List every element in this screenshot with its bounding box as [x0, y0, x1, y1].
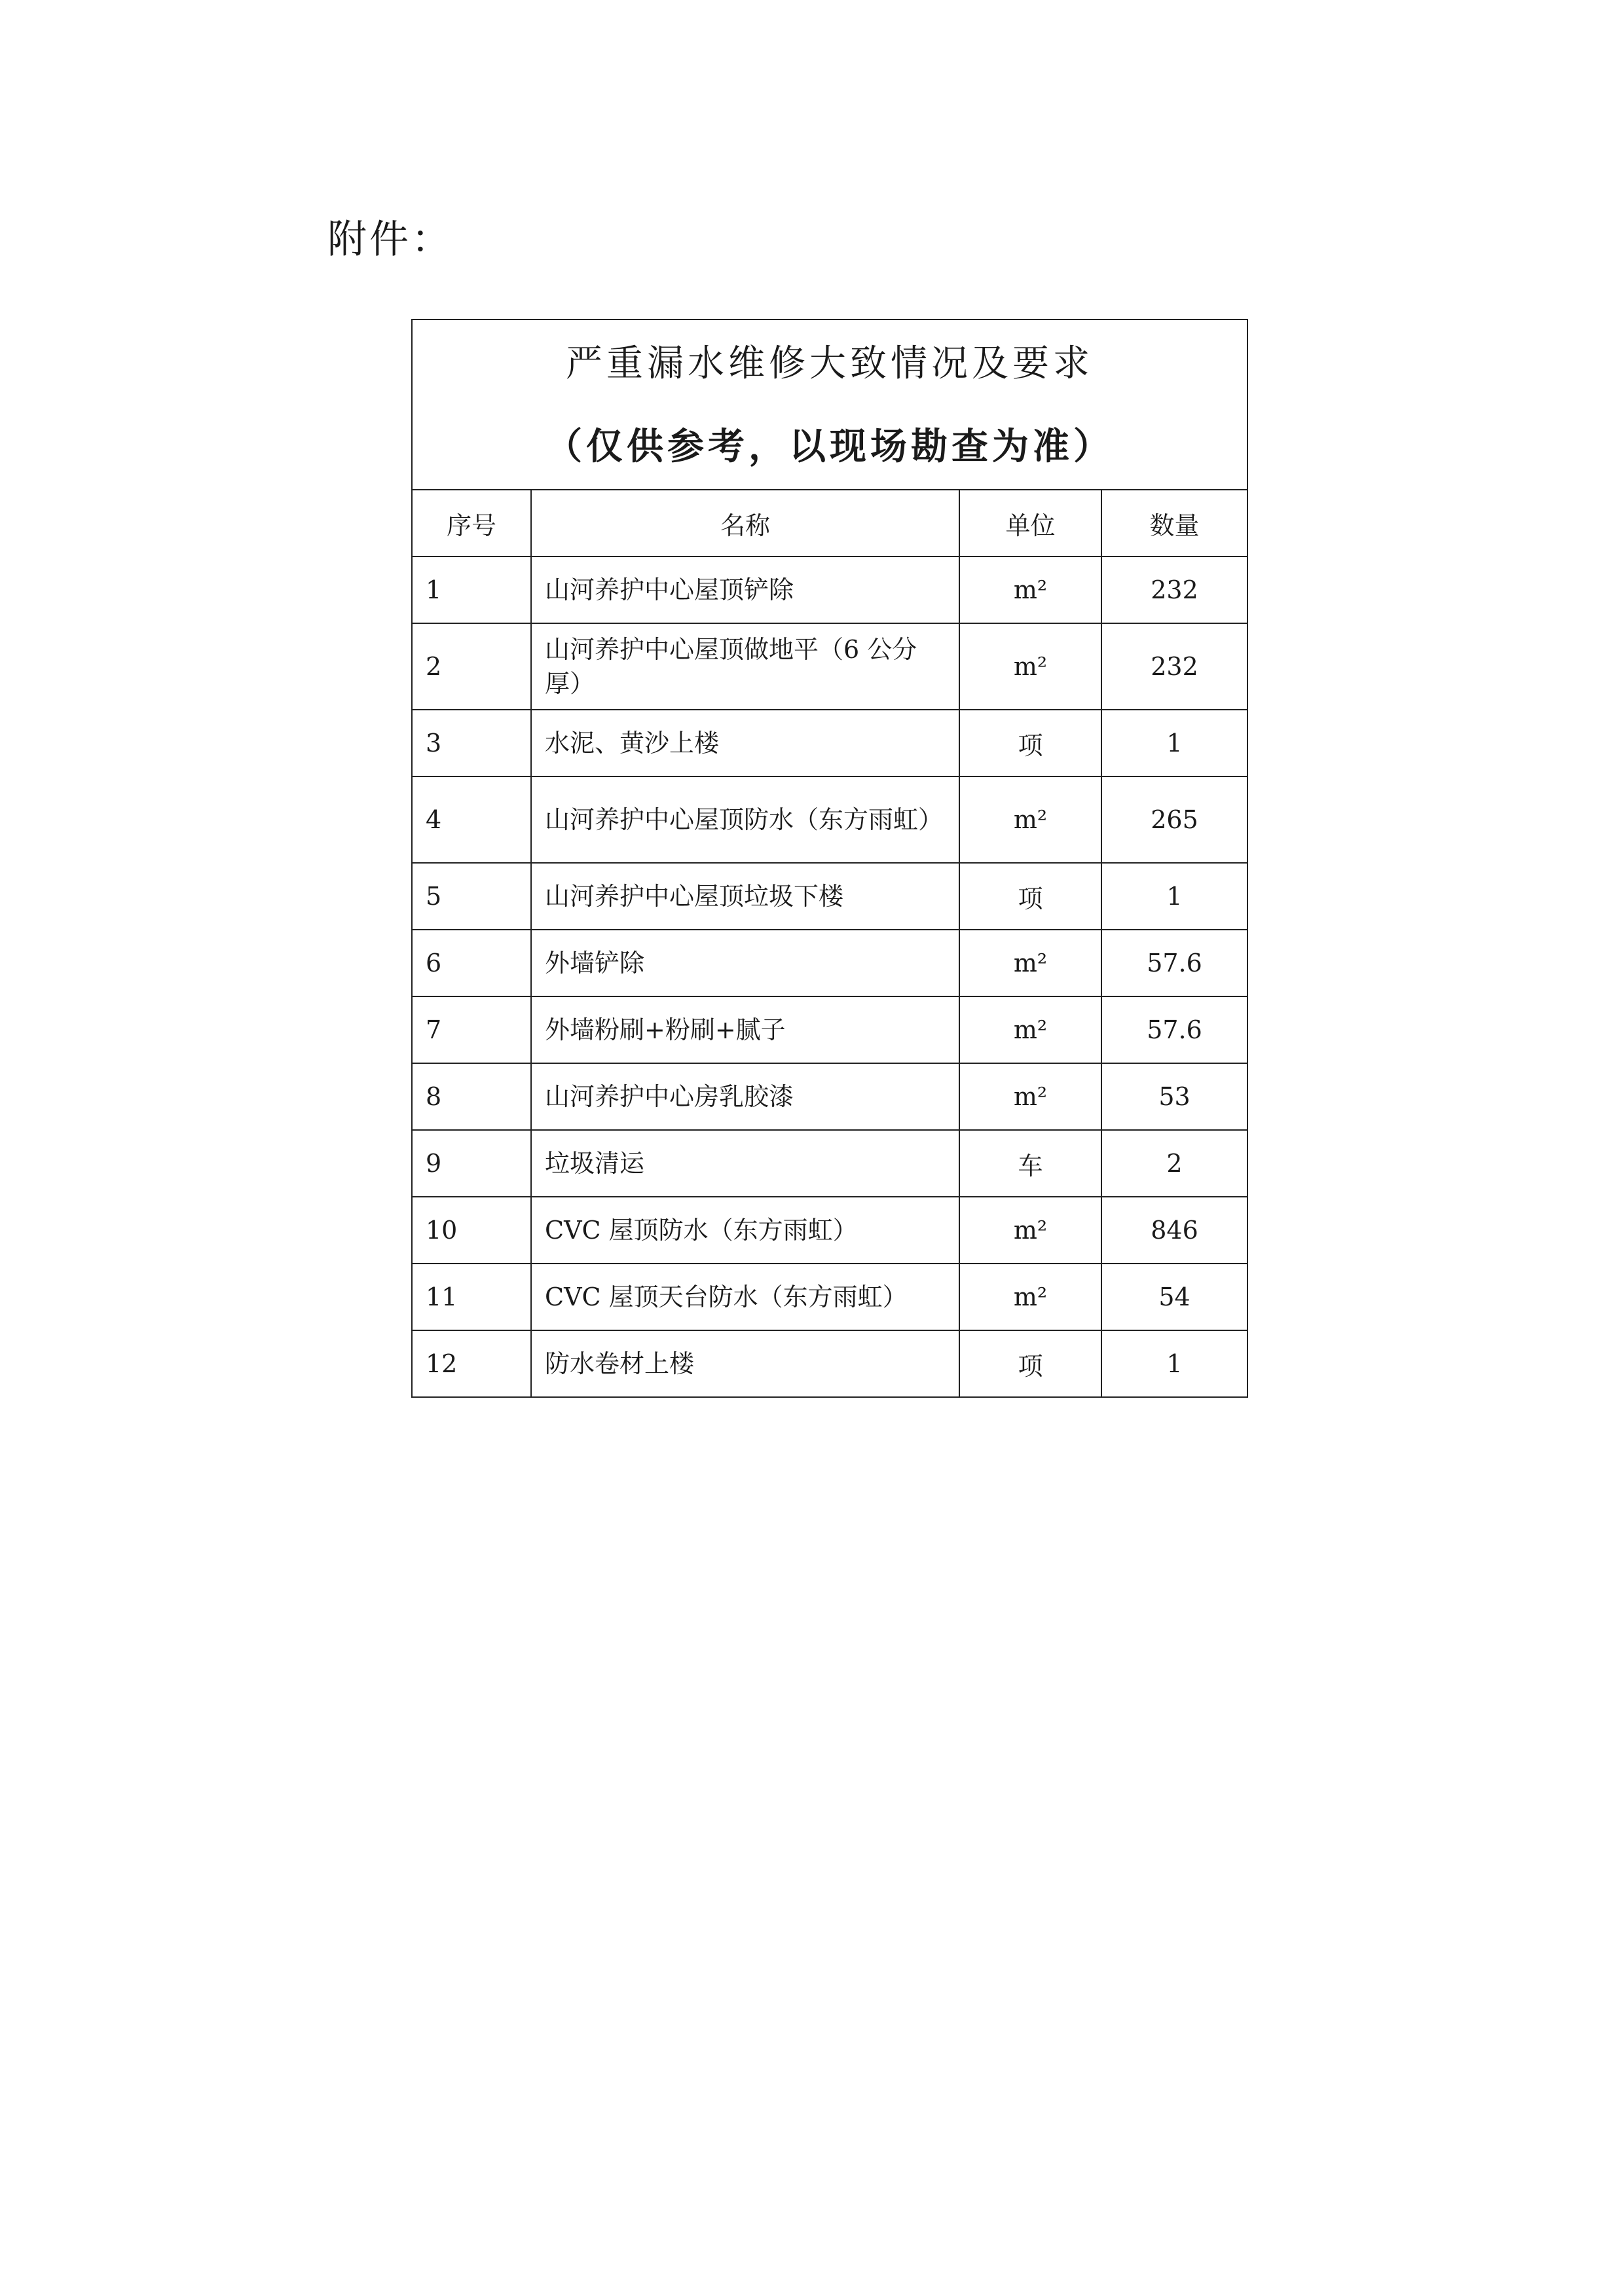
- table-row: [412, 710, 1247, 776]
- cell-qty: 57.6: [1101, 930, 1247, 996]
- cell-qty: 2: [1101, 1130, 1247, 1197]
- cell-no: 5: [412, 863, 531, 930]
- cell-unit: m²: [959, 1264, 1101, 1330]
- cell-qty: 1: [1101, 863, 1247, 930]
- cell-unit: m²: [959, 623, 1101, 710]
- cell-unit: m²: [959, 776, 1101, 863]
- cell-no: 7: [412, 996, 531, 1063]
- cell-qty: 232: [1101, 623, 1247, 710]
- table-title: 严重漏水维修大致情况及要求: [566, 342, 1094, 385]
- cell-name: 山河养护中心屋顶垃圾下楼: [531, 863, 959, 930]
- cell-name: 外墙铲除: [531, 930, 959, 996]
- table-row: [412, 556, 1247, 623]
- cell-qty: 1: [1101, 710, 1247, 776]
- cell-no: 3: [412, 710, 531, 776]
- table-title-cell: [412, 319, 1247, 490]
- table-row: [412, 776, 1247, 863]
- cell-unit: m²: [959, 1063, 1101, 1130]
- cell-unit: 项: [959, 863, 1101, 930]
- cell-unit: 车: [959, 1130, 1101, 1197]
- table-row: [412, 1063, 1247, 1130]
- cell-name: 防水卷材上楼: [531, 1330, 959, 1397]
- cell-name: 垃圾清运: [531, 1130, 959, 1197]
- cell-qty: 57.6: [1101, 996, 1247, 1063]
- cell-unit: m²: [959, 996, 1101, 1063]
- cell-name: 山河养护中心屋顶铲除: [531, 556, 959, 623]
- table-subtitle: （仅供参考，以现场勘查为准）: [545, 426, 1114, 468]
- repair-table-container: [411, 319, 1247, 1398]
- cell-qty: 846: [1101, 1197, 1247, 1264]
- cell-qty: 1: [1101, 1330, 1247, 1397]
- cell-qty: 265: [1101, 776, 1247, 863]
- cell-name: CVC 屋顶防水（东方雨虹）: [531, 1197, 959, 1264]
- cell-name: 山河养护中心屋顶做地平（6 公分厚）: [531, 623, 959, 710]
- cell-unit: m²: [959, 1197, 1101, 1264]
- cell-no: 6: [412, 930, 531, 996]
- repair-table: [411, 319, 1248, 1398]
- table-row: [412, 930, 1247, 996]
- cell-no: 1: [412, 556, 531, 623]
- cell-qty: 54: [1101, 1264, 1247, 1330]
- header-unit: 单位: [959, 490, 1101, 556]
- table-row: [412, 863, 1247, 930]
- table-title-row: [412, 319, 1247, 490]
- cell-unit: 项: [959, 710, 1101, 776]
- table-row: [412, 996, 1247, 1063]
- cell-qty: 53: [1101, 1063, 1247, 1130]
- table-row: [412, 623, 1247, 710]
- cell-no: 4: [412, 776, 531, 863]
- table-row: [412, 1130, 1247, 1197]
- table-row: [412, 1330, 1247, 1397]
- cell-no: 11: [412, 1264, 531, 1330]
- cell-no: 9: [412, 1130, 531, 1197]
- cell-qty: 232: [1101, 556, 1247, 623]
- cell-no: 12: [412, 1330, 531, 1397]
- header-qty: 数量: [1101, 490, 1247, 556]
- table-row: [412, 1264, 1247, 1330]
- attachment-label: 附件：: [327, 217, 453, 263]
- table-header-row: [412, 490, 1247, 556]
- header-no: 序号: [412, 490, 531, 556]
- cell-name: 水泥、黄沙上楼: [531, 710, 959, 776]
- cell-unit: 项: [959, 1330, 1101, 1397]
- table-row: [412, 1197, 1247, 1264]
- cell-name: CVC 屋顶天台防水（东方雨虹）: [531, 1264, 959, 1330]
- header-name: 名称: [531, 490, 959, 556]
- cell-no: 8: [412, 1063, 531, 1130]
- cell-no: 10: [412, 1197, 531, 1264]
- cell-name: 山河养护中心屋顶防水（东方雨虹）: [531, 776, 959, 863]
- cell-name: 山河养护中心房乳胶漆: [531, 1063, 959, 1130]
- cell-unit: m²: [959, 930, 1101, 996]
- cell-name: 外墙粉刷+粉刷+腻子: [531, 996, 959, 1063]
- cell-no: 2: [412, 623, 531, 710]
- cell-unit: m²: [959, 556, 1101, 623]
